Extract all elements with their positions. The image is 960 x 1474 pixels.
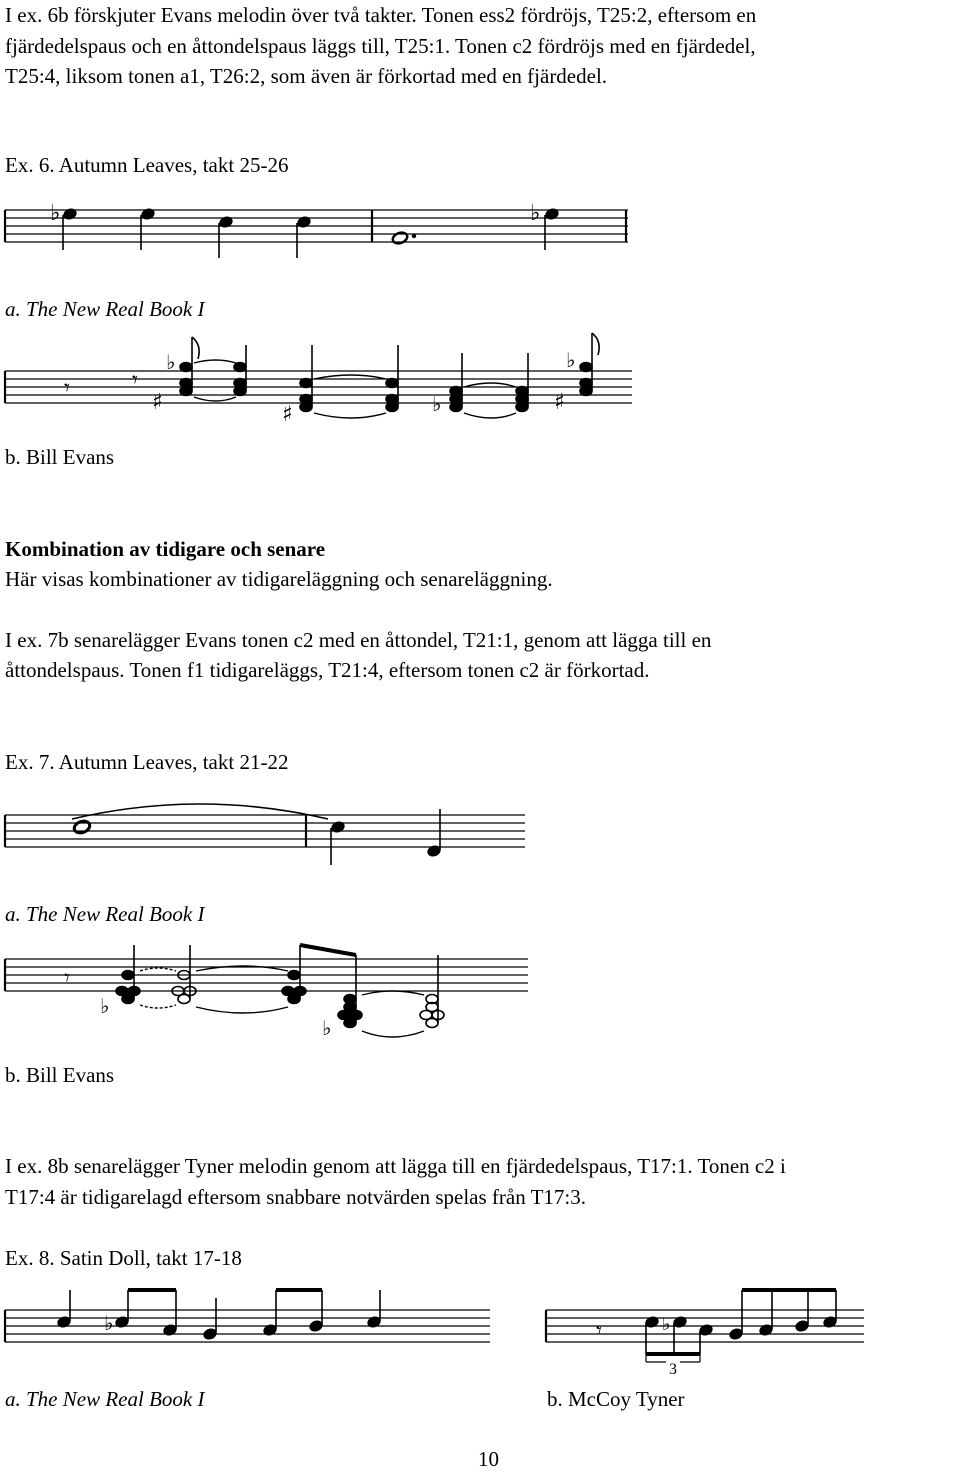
ex7a-staff (0, 795, 540, 880)
svg-text:♭: ♭ (50, 201, 61, 226)
svg-text:♭: ♭ (566, 348, 576, 372)
ex7-title: Ex. 7. Autumn Leaves, takt 21-22 (5, 750, 289, 774)
ex8-caption-a: a. The New Real Book I (5, 1387, 205, 1411)
page-number: 10 (478, 1447, 499, 1471)
svg-text:♭: ♭ (432, 392, 442, 416)
ex6-caption-a: a. The New Real Book I (5, 297, 205, 321)
paragraph-8b-line-2: T17:4 är tidigarelagd eftersom snabbare notvärden spelas från T17:3. (5, 1185, 586, 1209)
svg-text:♭: ♭ (166, 350, 176, 374)
ex7b-staff (0, 935, 540, 1065)
svg-text:♭: ♭ (100, 994, 110, 1018)
ex8a-staff (0, 1290, 500, 1375)
svg-text:𝄾: 𝄾 (132, 368, 138, 393)
paragraph-8b-line-1: I ex. 8b senarelägger Tyner melodin genom att lägga till en fjärdedelspaus, T17:1. Tonen c2 i (5, 1154, 786, 1178)
section-intro: Här visas kombinationer av tidigareläggning och senareläggning. (5, 567, 553, 591)
svg-text:♯: ♯ (152, 390, 163, 415)
svg-text:♭: ♭ (104, 1311, 114, 1335)
ex7-caption-a: a. The New Real Book I (5, 902, 205, 926)
svg-text:♯: ♯ (554, 390, 565, 415)
svg-text:♭: ♭ (322, 1016, 332, 1040)
paragraph-6b-line-1: I ex. 6b förskjuter Evans melodin över två takter. Tonen ess2 fördröjs, T25:2, eftersom en (5, 3, 757, 27)
triplet-label: 3 (669, 1361, 677, 1378)
svg-text:𝄾: 𝄾 (64, 376, 70, 401)
ex6a-staff (0, 190, 640, 275)
svg-text:𝄾: 𝄾 (64, 966, 70, 991)
ex6-title: Ex. 6. Autumn Leaves, takt 25-26 (5, 153, 289, 177)
paragraph-6b-line-3: T25:4, liksom tonen a1, T26:2, som även är förkortad med en fjärdedel. (5, 64, 608, 88)
paragraph-7b-line-1: I ex. 7b senarelägger Evans tonen c2 med en åttondel, T21:1, genom att lägga till en (5, 628, 712, 652)
svg-text:♭: ♭ (662, 1314, 671, 1335)
svg-text:♭: ♭ (530, 201, 541, 226)
ex7-caption-b: b. Bill Evans (5, 1063, 115, 1087)
ex6-caption-b: b. Bill Evans (5, 445, 115, 469)
ex6b-staff (0, 325, 640, 435)
paragraph-6b-line-2: fjärdedelspaus och en åttondelspaus läggs till, T25:1. Tonen c2 fördröjs med en fjärdedel, (5, 34, 756, 58)
ex8-title: Ex. 8. Satin Doll, takt 17-18 (5, 1246, 242, 1270)
section-heading: Kombination av tidigare och senare (5, 537, 326, 561)
paragraph-7b-line-2: åttondelspaus. Tonen f1 tidigareläggs, T21:4, eftersom tonen c2 är förkortad. (5, 658, 650, 682)
svg-text:𝄾: 𝄾 (596, 1319, 602, 1344)
svg-text:♯: ♯ (282, 402, 293, 427)
ex8-caption-b: b. McCoy Tyner (547, 1387, 685, 1411)
ex8b-staff (540, 1290, 870, 1390)
